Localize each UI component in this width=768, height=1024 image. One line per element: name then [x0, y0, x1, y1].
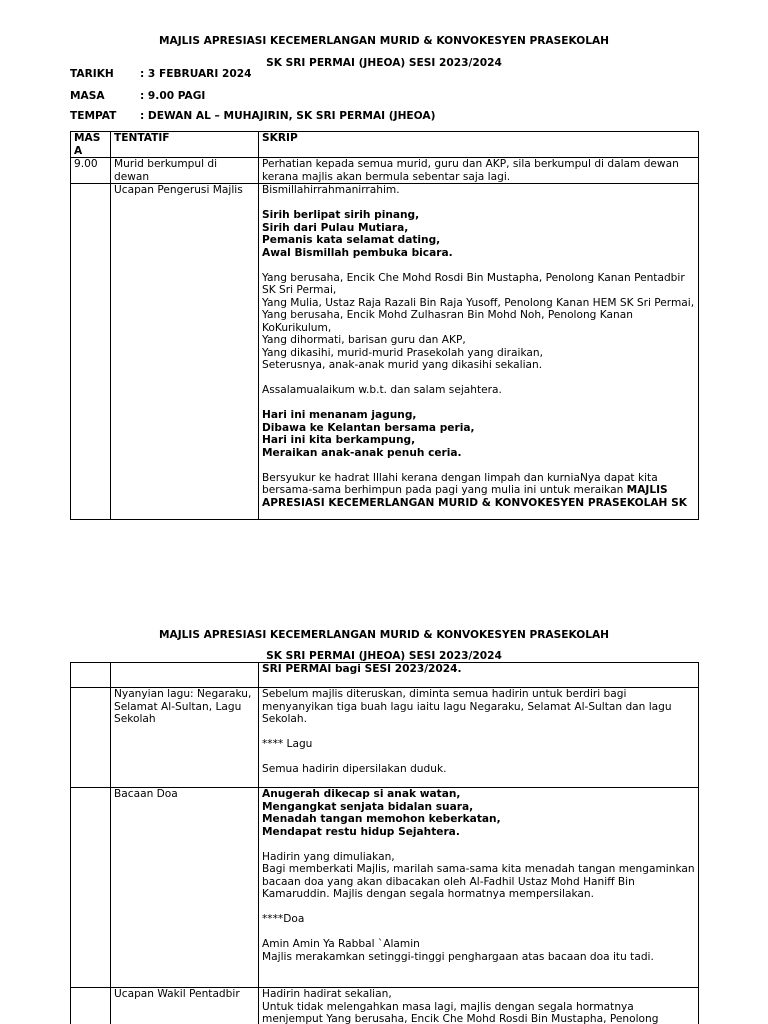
meta-label: MASA	[70, 90, 105, 102]
cell-masa	[71, 988, 111, 1024]
script-paragraph: Sebelum majlis diteruskan, diminta semua hadirin untuk berdiri bagi menyanyikan tiga buah lagu iaitu lagu Negaraku, Selamat Al-Sultan dan lagu Sekolah.	[262, 688, 672, 725]
script-paragraph: ****Doa	[262, 913, 305, 925]
pantun-line: Anugerah dikecap si anak watan,	[262, 788, 461, 800]
event-name-bold: MAJLIS APRESIASI KECEMERLANGAN MURID & KONVOKESYEN PRASEKOLAH SK	[262, 484, 687, 509]
cell-skrip	[259, 788, 699, 988]
table-row	[71, 184, 699, 520]
meta-time	[70, 90, 205, 103]
cell-tentatif: Bacaan Doa	[111, 788, 259, 988]
cell-masa	[71, 184, 111, 520]
header-tentatif: TENTATIF	[111, 132, 259, 158]
greetings-list	[262, 272, 695, 372]
pantun-line: Meraikan anak-anak penuh ceria.	[262, 446, 462, 459]
script-paragraph	[262, 472, 695, 510]
pantun-line: Pemanis kata selamat dating,	[262, 234, 441, 246]
paragraph-line: Hadirin yang dimuliakan,	[262, 850, 395, 863]
meta-value: : DEWAN AL – MUHAJIRIN, SK SRI PERMAI (JHEOA)	[140, 110, 436, 122]
cell-tentatif: Ucapan Wakil Pentadbir	[111, 988, 259, 1024]
pantun-doa	[262, 788, 695, 838]
table-header-row	[71, 132, 699, 158]
pantun-line: Hari ini kita berkampung,	[262, 434, 416, 446]
header-masa: MAS A	[71, 132, 111, 158]
cell-tentatif	[111, 663, 259, 688]
header-skrip: SKRIP	[259, 132, 699, 158]
cell-skrip	[259, 988, 699, 1024]
paragraph-line: Untuk tidak melengahkan masa lagi, majlis dengan segala hormatnya menjemput Yang berusaha, Encik Che Mohd Rosdi Bin Mustapha, Penolong	[262, 1000, 659, 1024]
pantun-second	[262, 409, 695, 459]
greeting-line: Yang dikasihi, murid-murid Prasekolah yang diraikan,	[262, 346, 543, 359]
paragraph-line: Majlis merakamkan setinggi-tinggi penghargaan atas bacaan doa itu tadi.	[262, 950, 654, 963]
page-title-line2: SK SRI PERMAI (JHEOA) SESI 2023/2024	[266, 650, 502, 662]
page-title-line2: SK SRI PERMAI (JHEOA) SESI 2023/2024	[266, 57, 502, 69]
cell-tentatif: Ucapan Pengerusi Majlis	[111, 184, 259, 520]
meta-value: : 9.00 PAGI	[140, 90, 206, 102]
paragraph-text: Bersyukur ke hadrat Illahi kerana dengan limpah dan kurniaNya dapat kita bersama-sama berhimpun pada pagi yang mulia ini untuk meraikan	[262, 471, 658, 496]
cell-masa	[71, 663, 111, 688]
table-row	[71, 158, 699, 184]
cell-tentatif: Murid berkumpul di dewan	[111, 158, 259, 184]
table-row	[71, 663, 699, 688]
paragraph-line: Amin Amin Ya Rabbal `Alamin	[262, 938, 420, 950]
schedule-table-continued	[70, 662, 699, 1024]
cell-masa	[71, 788, 111, 988]
greeting-line: Yang berusaha, Encik Che Mohd Rosdi Bin Mustapha, Penolong Kanan Pentadbir SK Sri Permai,	[262, 271, 685, 296]
page-title-line1: MAJLIS APRESIASI KECEMERLANGAN MURID & KONVOKESYEN PRASEKOLAH	[158, 35, 610, 47]
greeting-line: Yang dihormati, barisan guru dan AKP,	[262, 334, 466, 346]
meta-label: TARIKH	[70, 68, 114, 80]
pantun-line: Dibawa ke Kelantan bersama peria,	[262, 421, 475, 434]
cell-masa: 9.00	[71, 158, 111, 184]
cell-skrip	[259, 184, 699, 520]
greeting-line: Yang berusaha, Encik Mohd Zulhasran Bin Mohd Noh, Penolong Kanan KoKurikulum,	[262, 309, 633, 334]
meta-value: : 3 FEBRUARI 2024	[140, 68, 252, 80]
pantun-line: Awal Bismillah pembuka bicara.	[262, 246, 453, 259]
pantun-opening	[262, 209, 695, 259]
pantun-line: Hari ini menanam jagung,	[262, 409, 417, 421]
paragraph-line: Bagi memberkati Majlis, marilah sama-sama kita menadah tangan mengaminkan bacaan doa yang akan dibacakan oleh Al-Fadhil Ustaz Mohd Haniff Bin Kamaruddin. Majlis dengan segala hormatnya mempersilakan.	[262, 863, 695, 900]
cell-skrip: Perhatian kepada semua murid, guru dan AKP, sila berkumpul di dalam dewan kerana majlis akan bermula sebentar saja lagi.	[259, 158, 699, 184]
script-paragraph	[262, 938, 695, 963]
table-row	[71, 688, 699, 788]
script-paragraph: Bismillahirrahmanirrahim.	[262, 184, 400, 196]
table-row	[71, 788, 699, 988]
table-row	[71, 988, 699, 1024]
page-title-line1: MAJLIS APRESIASI KECEMERLANGAN MURID & KONVOKESYEN PRASEKOLAH	[158, 629, 610, 641]
pantun-line: Menadah tangan memohon keberkatan,	[262, 813, 501, 825]
paragraph-line: Hadirin hadirat sekalian,	[262, 988, 392, 1000]
pantun-line: Mengangkat senjata bidalan suara,	[262, 800, 474, 813]
meta-label: TEMPAT	[70, 110, 117, 122]
pantun-line: Mendapat restu hidup Sejahtera.	[262, 825, 460, 838]
cell-masa	[71, 688, 111, 788]
cell-tentatif: Nyanyian lagu: Negaraku, Selamat Al-Sultan, Lagu Sekolah	[111, 688, 259, 788]
pantun-line: Sirih berlipat sirih pinang,	[262, 209, 420, 221]
cell-skrip	[259, 688, 699, 788]
greeting-line: Seterusnya, anak-anak murid yang dikasihi sekalian.	[262, 359, 543, 371]
script-paragraph: Assalamualaikum w.b.t. dan salam sejahtera.	[262, 384, 502, 396]
script-paragraph: **** Lagu	[262, 738, 313, 750]
meta-date	[70, 68, 251, 81]
pantun-line: Sirih dari Pulau Mutiara,	[262, 221, 409, 234]
cell-skrip: SRI PERMAI bagi SESI 2023/2024.	[259, 663, 699, 688]
meta-venue	[70, 110, 435, 123]
script-paragraph: Semua hadirin dipersilakan duduk.	[262, 763, 447, 775]
greeting-line: Yang Mulia, Ustaz Raja Razali Bin Raja Yusoff, Penolong Kanan HEM SK Sri Permai,	[262, 296, 695, 309]
schedule-table	[70, 131, 699, 520]
script-paragraph	[262, 851, 695, 901]
document-page-2	[0, 600, 768, 1024]
